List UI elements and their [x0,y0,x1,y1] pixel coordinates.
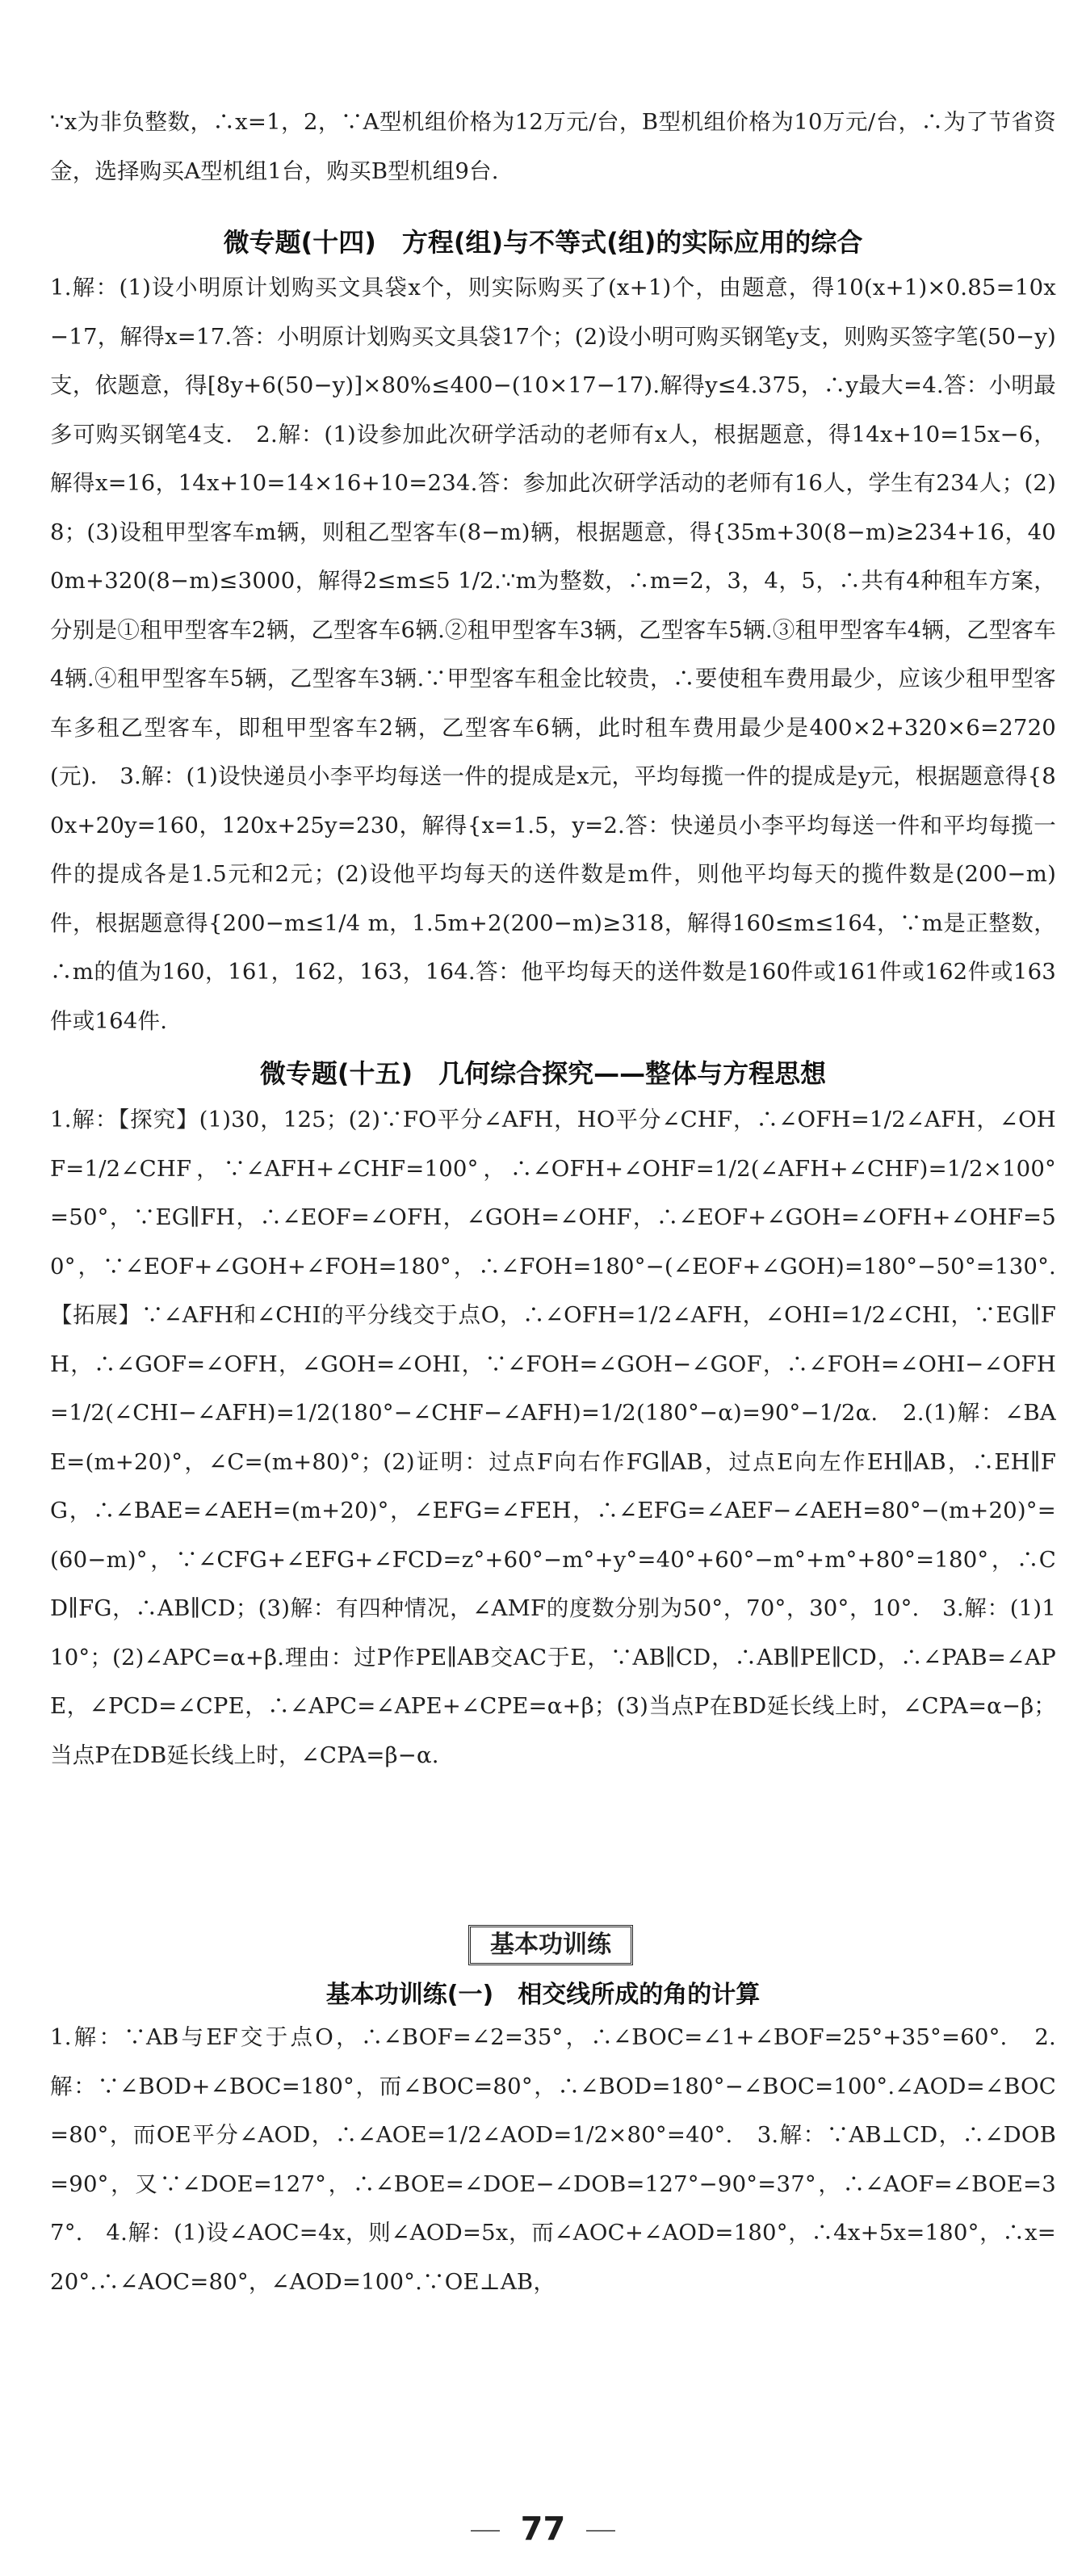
subsection-heading-basic-1: 基本功训练(一) 相交线所成的角的计算 [325,1981,761,2009]
paragraph-section-15: 1.解：【探究】(1)30，125；(2)∵FO平分∠AFH，HO平分∠CHF，∴∠OFH=1/2∠AFH，∠OHF=1/2∠CHF，∵∠AFH+∠CHF=100°，∴∠OFH+∠OHF=1/2(∠AFH+∠CHF)=1/2×100°=50°，∵EG∥FH，∴∠EOF=∠OFH，∠GOH=∠OHF，∴∠EOF+∠GOH=∠OFH+∠OHF=50°，∵∠EOF+∠GOH+∠FOH=180°，∴∠FOH=180°−(∠EOF+∠GOH)=180°−50°=130°.【拓展】∵∠AFH和∠CHI的平分线交于点O，∴∠OFH=1/2∠AFH，∠OHI=1/2∠CHI，∵EG∥FH，∴∠GOF=∠OFH，∠GOH=∠OHI，∵∠FOH=∠GOH−∠GOF，∴∠FOH=∠OHI−∠OFH=1/2(∠CHI−∠AFH)=1/2(180°−∠CHF−∠AFH)=1/2(180°−α)=90°−1/2α. 2.(1)解：∠BAE=(m+20)°，∠C=(m+80)°；(2)证明：过点F向右作FG∥AB，过点E向左作EH∥AB，∴EH∥FG，∴∠BAE=∠AEH=(m+20)°，∠EFG=∠FEH，∴∠EFG=∠AEF−∠AEH=80°−(m+20)°=(60−m)°，∵∠CFG+∠EFG+∠FCD=z°+60°−m°+y°=40°+60°−m°+m°+80°=180°，∴CD∥FG，∴AB∥CD；(3)解：有四种情况，∠AMF的度数分别为50°，70°，30°，10°. 3.解：(1)110°；(2)∠APC=α+β.理由：过P作PE∥AB交AC于E，∵AB∥CD，∴AB∥PE∥CD，∴∠PAB=∠APE，∠PCD=∠CPE，∴∠APC=∠APE+∠CPE=α+β；(3)当点P在BD延长线上时，∠CPA=α−β；当点P在DB延长线上时，∠CPA=β−α. [50,1107,1056,1768]
boxed-section-title: 基本功训练 [468,1925,633,1965]
page-number-right-dash [586,2530,615,2532]
paragraph-continuation: ∵x为非负整数，∴x=1，2，∵A型机组价格为12万元/台，B型机组价格为10万元/台，∴为了节省资金，选择购买A型机组1台，购买B型机组9台. [50,109,1056,184]
paragraph-basic-1: 1.解：∵AB与EF交于点O，∴∠BOF=∠2=35°，∴∠BOC=∠1+∠BOF=25°+35°=60°. 2.解：∵∠BOD+∠BOC=180°，而∠BOC=80°，∴∠BOD=180°−∠BOC=100°.∠AOD=∠BOC=80°，而OE平分∠AOD，∴∠AOE=1/2∠AOD=1/2×80°=40°. 3.解：∵AB⊥CD，∴∠DOB=90°，又∵∠DOE=127°，∴∠BOE=∠DOE−∠DOB=127°−90°=37°，∴∠AOF=∠BOE=37°. 4.解：(1)设∠AOC=4x，则∠AOD=5x，而∠AOC+∠AOD=180°，∴4x+5x=180°，∴x=20°.∴∠AOC=80°，∠AOD=100°.∵OE⊥AB， [50,2024,1056,2295]
page-number [0,2509,1086,2549]
page-number-text: 77 [520,2511,566,2548]
section-heading-14: 微专题(十四) 方程(组)与不等式(组)的实际应用的综合 [223,227,863,258]
section-heading-15: 微专题(十五) 几何综合探究——整体与方程思想 [259,1058,827,1089]
paragraph-section-14: 1.解：(1)设小明原计划购买文具袋x个，则实际购买了(x+1)个，由题意，得10(x+1)×0.85=10x−17，解得x=17.答：小明原计划购买文具袋17个；(2)设小明可购买钢笔y支，则购买签字笔(50−y)支，依题意，得[8y+6(50−y)]×80%≤400−(10×17−17).解得y≤4.375，∴y最大=4.答：小明最多可购买钢笔4支. 2.解：(1)设参加此次研学活动的老师有x人，根据题意，得14x+10=15x−6，解得x=16，14x+10=14×16+10=234.答：参加此次研学活动的老师有16人，学生有234人；(2)8；(3)设租甲型客车m辆，则租乙型客车(8−m)辆，根据题意，得{35m+30(8−m)≥234+16，400m+320(8−m)≤3000，解得2≤m≤5 1/2.∵m为整数，∴m=2，3，4，5，∴共有4种租车方案，分别是①租甲型客车2辆，乙型客车6辆.②租甲型客车3辆，乙型客车5辆.③租甲型客车4辆，乙型客车4辆.④租甲型客车5辆，乙型客车3辆.∵甲型客车租金比较贵，∴要使租车费用最少，应该少租甲型客车多租乙型客车，即租甲型客车2辆，乙型客车6辆，此时租车费用最少是400×2+320×6=2720(元). 3.解：(1)设快递员小李平均每送一件的提成是x元，平均每揽一件的提成是y元，根据题意得{80x+20y=160，120x+25y=230，解得{x=1.5，y=2.答：快递员小李平均每送一件和平均每揽一件的提成各是1.5元和2元；(2)设他平均每天的送件数是m件，则他平均每天的揽件数是(200−m)件，根据题意得{200−m≤1/4 m，1.5m+2(200−m)≥318，解得160≤m≤164，∵m是正整数，∴m的值为160，161，162，163，164.答：他平均每天的送件数是160件或161件或162件或163件或164件. [50,275,1056,1034]
page-number-left-dash [471,2530,500,2532]
